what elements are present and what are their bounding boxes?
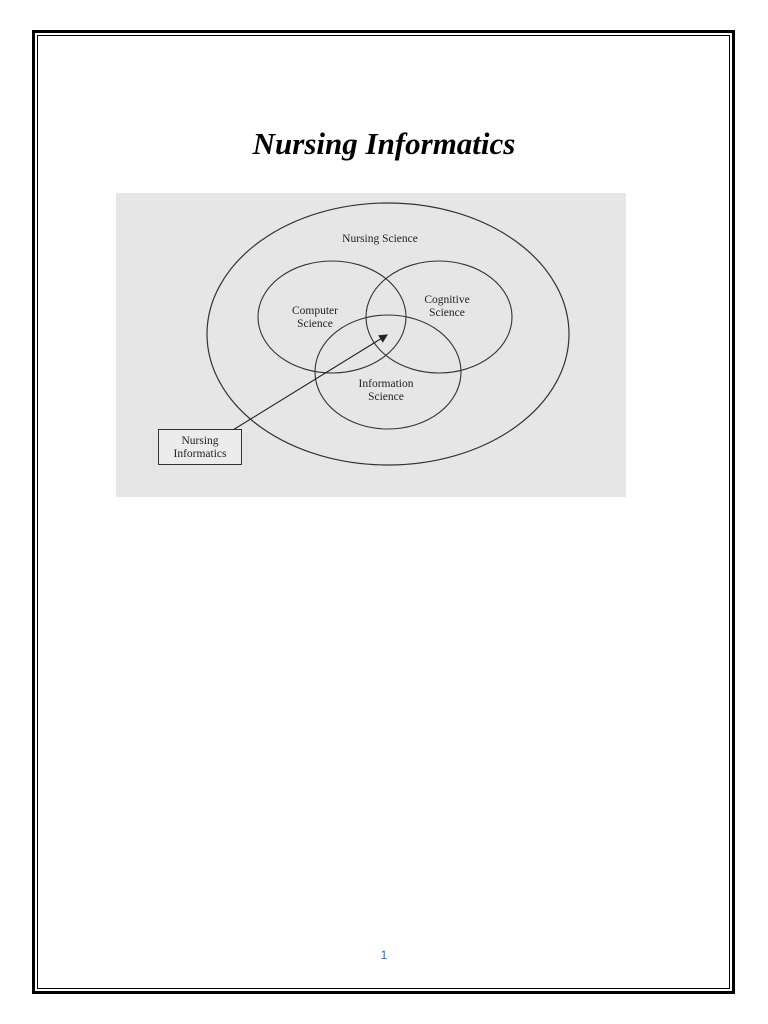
nursing-science-label: Nursing Science — [342, 233, 418, 245]
computer-science-label-line1: Computer — [292, 305, 338, 317]
callout-label-line1: Nursing — [181, 435, 219, 447]
cognitive-science-label-line1: Cognitive — [424, 294, 470, 306]
page-title: Nursing Informatics — [252, 126, 516, 161]
information-science-label — [346, 378, 426, 404]
computer-science-label-line2: Science — [297, 318, 333, 330]
callout-label-line2: Informatics — [173, 448, 227, 460]
callout-label — [159, 435, 241, 461]
nursing-informatics-callout-box — [158, 429, 242, 465]
page-number: 1 — [380, 948, 388, 962]
cognitive-science-label — [407, 294, 487, 320]
information-science-label-line2: Science — [368, 391, 404, 403]
cognitive-science-label-line2: Science — [429, 307, 465, 319]
information-science-label-line1: Information — [358, 378, 414, 390]
computer-science-label — [275, 305, 355, 331]
information-science-circle — [315, 315, 461, 429]
page-border-inner — [37, 35, 730, 989]
venn-diagram-figure — [116, 193, 626, 497]
